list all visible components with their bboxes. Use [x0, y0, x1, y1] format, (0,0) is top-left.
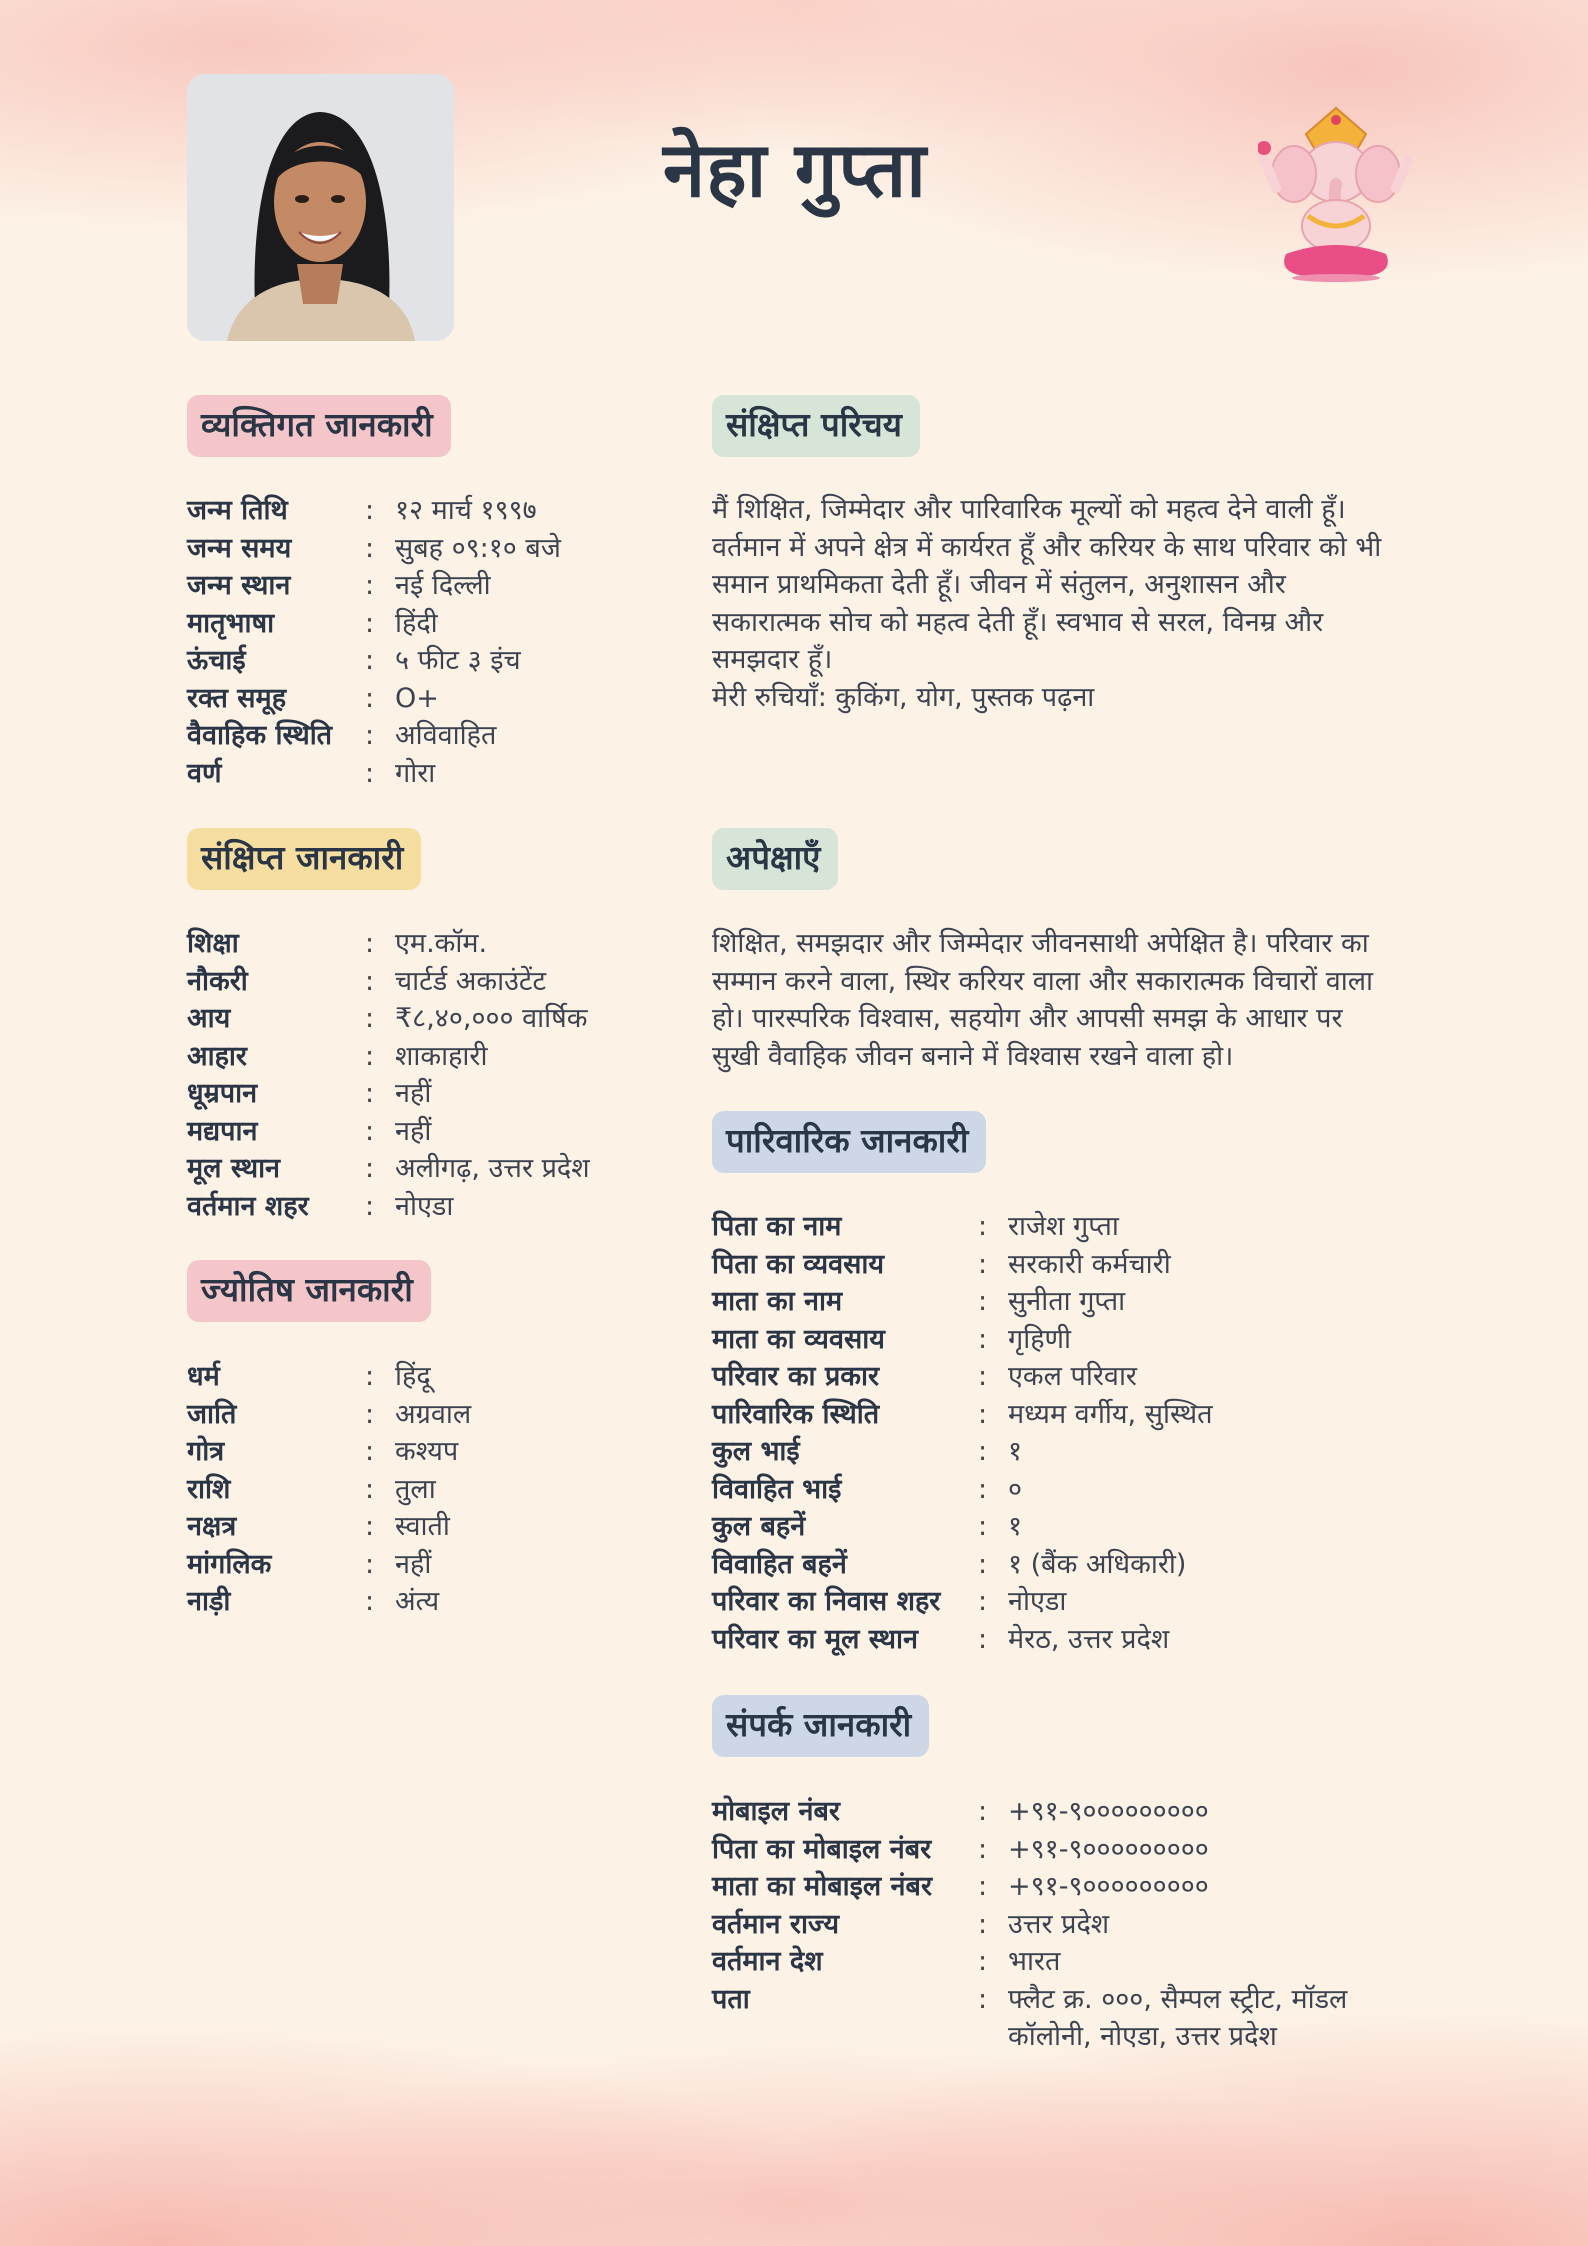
- ganesha-icon: [1258, 104, 1414, 282]
- field-label: पिता का मोबाइल नंबर: [712, 1833, 932, 1865]
- family-row: [712, 1208, 1452, 1246]
- field-value: अग्रवाल: [395, 1398, 472, 1430]
- personal-row: [187, 755, 637, 793]
- contact-heading: संपर्क जानकारी: [712, 1695, 929, 1757]
- family-heading: पारिवारिक जानकारी: [712, 1111, 986, 1173]
- field-value: एम.कॉम.: [395, 928, 488, 959]
- field-separator: :: [978, 1436, 988, 1467]
- field-label: आय: [187, 1003, 231, 1034]
- contact-row: [712, 1981, 1402, 2056]
- contact-row: [712, 1943, 1402, 1981]
- ganesha-image: [1258, 104, 1414, 282]
- bride-name: नेहा गुप्ता: [663, 125, 927, 214]
- brief-info-section: [187, 828, 421, 890]
- field-separator: :: [365, 1153, 375, 1184]
- field-separator: :: [978, 1361, 988, 1392]
- field-value: राजेश गुप्ता: [1008, 1211, 1119, 1242]
- field-label: विवाहित भाई: [712, 1473, 842, 1505]
- field-separator: :: [365, 1078, 375, 1109]
- brief-info-heading: संक्षिप्त जानकारी: [187, 828, 421, 890]
- field-separator: :: [365, 1473, 375, 1505]
- field-separator: :: [978, 1323, 988, 1355]
- field-value: अंत्य: [395, 1586, 440, 1617]
- field-separator: :: [978, 1473, 988, 1505]
- field-separator: :: [978, 1248, 988, 1280]
- personal-row: [187, 642, 637, 680]
- field-label: रक्त समूह: [187, 682, 287, 714]
- field-separator: :: [978, 1796, 988, 1827]
- family-row: [712, 1621, 1452, 1659]
- field-label: जाति: [187, 1398, 237, 1430]
- field-separator: :: [365, 757, 375, 789]
- expectations-line: हो। पारस्परिक विश्वास, सहयोग और आपसी समझ के आधार पर: [712, 1003, 1343, 1034]
- field-value: हिंदू: [395, 1361, 431, 1392]
- field-separator: :: [978, 1548, 988, 1580]
- field-value: मध्यम वर्गीय, सुस्थित: [1008, 1398, 1213, 1430]
- field-separator: :: [978, 1871, 988, 1902]
- about-line: समान प्राथमिकता देती हूँ। जीवन में संतुलन, अनुशासन और: [712, 569, 1286, 600]
- field-value: १२ मार्च १९९७: [395, 495, 537, 526]
- field-value: ५ फीट ३ इंच: [395, 645, 521, 676]
- field-value: १ (बैंक अधिकारी): [1008, 1548, 1187, 1580]
- field-value: मेरठ, उत्तर प्रदेश: [1008, 1623, 1170, 1655]
- field-separator: :: [978, 1511, 988, 1542]
- field-label: मातृभाषा: [187, 607, 275, 639]
- family-row: [712, 1508, 1452, 1546]
- astro-heading: ज्योतिष जानकारी: [187, 1260, 431, 1322]
- field-separator: :: [978, 1623, 988, 1655]
- personal-section: [187, 395, 451, 457]
- field-separator: :: [365, 645, 375, 676]
- brief_info-row: [187, 1188, 637, 1226]
- personal-info-list: [187, 492, 637, 792]
- personal-heading: व्यक्तिगत जानकारी: [187, 395, 451, 457]
- field-value: १: [1008, 1511, 1023, 1542]
- field-label: शिक्षा: [187, 928, 239, 959]
- field-value: कश्यप: [395, 1436, 459, 1467]
- field-separator: :: [365, 1586, 375, 1617]
- about-heading: संक्षिप्त परिचय: [712, 395, 920, 457]
- field-separator: :: [978, 1983, 988, 2015]
- field-label: माता का नाम: [712, 1286, 843, 1317]
- field-separator: :: [365, 1115, 375, 1147]
- family-section: [712, 1111, 986, 1173]
- brief_info-row: [187, 1075, 637, 1113]
- field-separator: :: [365, 965, 375, 997]
- family-row: [712, 1396, 1452, 1434]
- field-label: विवाहित बहनें: [712, 1548, 847, 1580]
- expectations-line: सुखी वैवाहिक जीवन बनाने में विश्वास रखने वाला हो।: [712, 1040, 1234, 1072]
- family-row: [712, 1546, 1452, 1584]
- field-label: वर्तमान देश: [712, 1946, 823, 1977]
- field-separator: :: [365, 495, 375, 526]
- family-row: [712, 1471, 1452, 1509]
- expectations-section: [712, 828, 838, 890]
- astro-info-list: [187, 1358, 637, 1621]
- field-label: पिता का नाम: [712, 1211, 842, 1242]
- field-value: स्वाती: [395, 1511, 450, 1542]
- about-paragraph: [712, 491, 1452, 716]
- field-label: मूल स्थान: [187, 1153, 281, 1184]
- field-value: +९१-९०००००००००: [1008, 1871, 1209, 1902]
- field-separator: :: [978, 1908, 988, 1940]
- field-label: नक्षत्र: [187, 1511, 237, 1542]
- brief-info-list: [187, 925, 637, 1225]
- brief_info-row: [187, 1150, 637, 1188]
- field-label: कुल बहनें: [712, 1511, 806, 1542]
- field-label: जन्म तिथि: [187, 495, 288, 526]
- field-value: सुनीता गुप्ता: [1008, 1286, 1126, 1317]
- field-value: भारत: [1008, 1946, 1061, 1977]
- brief_info-row: [187, 1113, 637, 1151]
- field-separator: :: [365, 1040, 375, 1072]
- field-value: गृहिणी: [1008, 1323, 1072, 1355]
- field-value: ०: [1008, 1473, 1023, 1505]
- contact-row: [712, 1831, 1402, 1869]
- brief_info-row: [187, 963, 637, 1001]
- field-label: जन्म स्थान: [187, 570, 291, 601]
- field-label: मद्यपान: [187, 1115, 258, 1147]
- family-row: [712, 1583, 1452, 1621]
- field-separator: :: [365, 532, 375, 564]
- about-line: सकारात्मक सोच को महत्व देती हूँ। स्वभाव से सरल, विनम्र और: [712, 606, 1324, 638]
- family-row: [712, 1358, 1452, 1396]
- family-row: [712, 1283, 1452, 1321]
- field-label: परिवार का निवास शहर: [712, 1586, 941, 1617]
- field-value: नोएडा: [395, 1190, 454, 1222]
- field-value: एकल परिवार: [1008, 1361, 1137, 1392]
- field-separator: :: [978, 1211, 988, 1242]
- contact-section: [712, 1695, 929, 1757]
- field-separator: :: [365, 1548, 375, 1580]
- brief_info-row: [187, 1038, 637, 1076]
- field-value: सरकारी कर्मचारी: [1008, 1248, 1171, 1280]
- field-value: O+: [395, 682, 439, 714]
- brief_info-row: [187, 1000, 637, 1038]
- field-value: नई दिल्ली: [395, 570, 491, 601]
- field-label: परिवार का प्रकार: [712, 1361, 880, 1392]
- field-label: पता: [712, 1983, 750, 2015]
- field-value: +९१-९०००००००००: [1008, 1796, 1209, 1827]
- about-line: मेरी रुचियाँ: कुकिंग, योग, पुस्तक पढ़ना: [712, 681, 1095, 713]
- field-label: राशि: [187, 1473, 231, 1505]
- personal-row: [187, 492, 637, 530]
- astro-row: [187, 1433, 637, 1471]
- field-value: सुबह ०९:१० बजे: [395, 532, 561, 564]
- field-label: मांगलिक: [187, 1548, 272, 1580]
- field-label: धर्म: [187, 1361, 220, 1392]
- field-value: फ्लैट क्र. ०००, सैम्पल स्ट्रीट, मॉडल कॉलोनी, नोएडा, उत्तर प्रदेश: [1008, 1983, 1348, 2052]
- field-label: ऊंचाई: [187, 645, 246, 676]
- astro-row: [187, 1396, 637, 1434]
- personal-row: [187, 717, 637, 755]
- field-value: नहीं: [395, 1078, 432, 1109]
- field-separator: :: [365, 1361, 375, 1392]
- field-separator: :: [365, 928, 375, 959]
- about-line: मैं शिक्षित, जिम्मेदार और पारिवारिक मूल्यों को महत्व देने वाली हूँ।: [712, 494, 1346, 525]
- field-value: ₹८,४०,००० वार्षिक: [395, 1003, 588, 1034]
- field-separator: :: [365, 1190, 375, 1222]
- personal-row: [187, 530, 637, 568]
- field-separator: :: [978, 1586, 988, 1617]
- expectations-line: सम्मान करने वाला, स्थिर करियर वाला और सकारात्मक विचारों वाला: [712, 965, 1374, 997]
- field-value: नोएडा: [1008, 1586, 1067, 1617]
- brief_info-row: [187, 925, 637, 963]
- field-value: उत्तर प्रदेश: [1008, 1908, 1110, 1940]
- family-info-list: [712, 1208, 1452, 1658]
- contact-row: [712, 1868, 1402, 1906]
- family-row: [712, 1321, 1452, 1359]
- field-label: वैवाहिक स्थिति: [187, 720, 333, 751]
- about-line: समझदार हूँ।: [712, 644, 833, 675]
- astro-row: [187, 1546, 637, 1584]
- field-value: नहीं: [395, 1548, 432, 1580]
- field-separator: :: [365, 1436, 375, 1467]
- field-label: पारिवारिक स्थिति: [712, 1398, 880, 1430]
- contact-row: [712, 1906, 1402, 1944]
- expectations-heading: अपेक्षाएँ: [712, 828, 838, 890]
- field-label: जन्म समय: [187, 532, 292, 564]
- field-separator: :: [978, 1286, 988, 1317]
- field-separator: :: [978, 1833, 988, 1865]
- family-row: [712, 1246, 1452, 1284]
- field-label: नाड़ी: [187, 1586, 231, 1617]
- field-label: धूम्रपान: [187, 1078, 258, 1109]
- astro-row: [187, 1358, 637, 1396]
- field-value: अलीगढ़, उत्तर प्रदेश: [395, 1153, 590, 1184]
- expectations-line: शिक्षित, समझदार और जिम्मेदार जीवनसाथी अपेक्षित है। परिवार का: [712, 928, 1369, 959]
- expectations-paragraph: [712, 925, 1452, 1075]
- field-label: परिवार का मूल स्थान: [712, 1623, 918, 1655]
- field-label: वर्तमान राज्य: [712, 1908, 840, 1940]
- field-value: अविवाहित: [395, 720, 497, 751]
- personal-row: [187, 680, 637, 718]
- family-row: [712, 1433, 1452, 1471]
- field-label: वर्ण: [187, 757, 222, 789]
- field-separator: :: [365, 1398, 375, 1430]
- personal-row: [187, 567, 637, 605]
- field-value: +९१-९०००००००००: [1008, 1833, 1209, 1865]
- astro-section: [187, 1260, 431, 1322]
- field-label: पिता का व्यवसाय: [712, 1248, 885, 1280]
- field-separator: :: [365, 1511, 375, 1542]
- field-label: वर्तमान शहर: [187, 1190, 309, 1222]
- field-separator: :: [978, 1398, 988, 1430]
- field-value: तुला: [395, 1473, 436, 1505]
- contact-info-list: [712, 1793, 1402, 2056]
- field-value: चार्टर्ड अकाउंटेंट: [395, 965, 547, 997]
- field-separator: :: [978, 1946, 988, 1977]
- about-line: वर्तमान में अपने क्षेत्र में कार्यरत हूँ और करियर के साथ परिवार को भी: [712, 531, 1382, 563]
- astro-row: [187, 1471, 637, 1509]
- profile-photo: [187, 74, 454, 341]
- portrait-photo-icon: [187, 74, 454, 341]
- contact-row: [712, 1793, 1402, 1831]
- field-label: मोबाइल नंबर: [712, 1796, 840, 1827]
- field-separator: :: [365, 720, 375, 751]
- field-value: हिंदी: [395, 607, 438, 639]
- field-value: गोरा: [395, 757, 436, 789]
- field-label: आहार: [187, 1040, 247, 1072]
- field-label: नौकरी: [187, 965, 248, 997]
- astro-row: [187, 1508, 637, 1546]
- field-value: १: [1008, 1436, 1023, 1467]
- about-section: [712, 395, 920, 457]
- field-label: माता का व्यवसाय: [712, 1323, 885, 1355]
- field-separator: :: [365, 1003, 375, 1034]
- field-value: शाकाहारी: [395, 1040, 488, 1072]
- field-separator: :: [365, 682, 375, 714]
- field-value: नहीं: [395, 1115, 432, 1147]
- field-label: गोत्र: [187, 1436, 225, 1467]
- astro-row: [187, 1583, 637, 1621]
- field-label: कुल भाई: [712, 1436, 800, 1467]
- field-label: माता का मोबाइल नंबर: [712, 1871, 933, 1902]
- field-separator: :: [365, 570, 375, 601]
- field-separator: :: [365, 607, 375, 639]
- personal-row: [187, 605, 637, 643]
